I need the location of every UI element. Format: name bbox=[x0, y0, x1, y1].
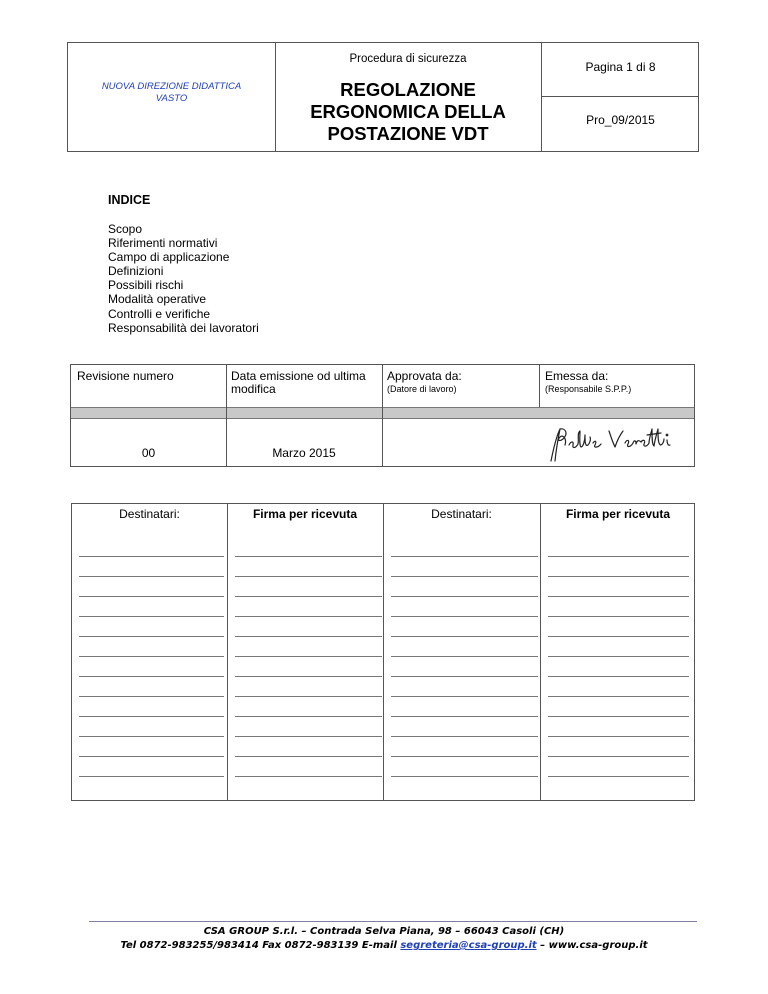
signature-line[interactable] bbox=[548, 716, 689, 717]
revision-date: Marzo 2015 bbox=[272, 446, 336, 460]
approved-by-subheader: (Datore di lavoro) bbox=[387, 384, 457, 394]
signature-line[interactable] bbox=[548, 756, 689, 757]
table-divider bbox=[539, 365, 540, 407]
signature-line[interactable] bbox=[391, 636, 538, 637]
footer-contact-text: – www.csa-group.it bbox=[536, 940, 648, 951]
index-item: Definizioni bbox=[108, 264, 164, 279]
signature-line[interactable] bbox=[235, 556, 382, 557]
signature-line[interactable] bbox=[235, 676, 382, 677]
revision-number-header: Revisione numero bbox=[77, 369, 174, 383]
signature-line[interactable] bbox=[235, 736, 382, 737]
signature-line[interactable] bbox=[391, 596, 538, 597]
handwritten-signature bbox=[543, 425, 683, 465]
footer-contacts bbox=[0, 940, 768, 951]
index-item: Modalità operative bbox=[108, 292, 207, 307]
signature-line[interactable] bbox=[391, 616, 538, 617]
signature-line[interactable] bbox=[79, 676, 224, 677]
recipients-header: Destinatari: bbox=[119, 507, 180, 521]
signature-line[interactable] bbox=[548, 656, 689, 657]
signature-line[interactable] bbox=[79, 696, 224, 697]
signature-line[interactable] bbox=[548, 636, 689, 637]
signature-line[interactable] bbox=[548, 676, 689, 677]
email-link[interactable]: segreteria@csa-group.it bbox=[400, 940, 537, 951]
signature-line[interactable] bbox=[391, 556, 538, 557]
signature-line[interactable] bbox=[235, 716, 382, 717]
signature-line[interactable] bbox=[79, 636, 224, 637]
signature-line[interactable] bbox=[79, 756, 224, 757]
table-divider bbox=[383, 504, 384, 800]
table-divider bbox=[540, 504, 541, 800]
signature-line[interactable] bbox=[391, 676, 538, 677]
signature-line[interactable] bbox=[391, 756, 538, 757]
signature-line[interactable] bbox=[79, 736, 224, 737]
organization-line: NUOVA DIREZIONE DIDATTICA bbox=[101, 81, 242, 92]
signature-line[interactable] bbox=[79, 616, 224, 617]
signature-line[interactable] bbox=[391, 696, 538, 697]
signature-line[interactable] bbox=[235, 596, 382, 597]
signature-line[interactable] bbox=[391, 656, 538, 657]
signature-line[interactable] bbox=[79, 556, 224, 557]
signature-line[interactable] bbox=[391, 716, 538, 717]
index-item: Riferimenti normativi bbox=[108, 236, 218, 251]
index-item: Controlli e verifiche bbox=[108, 306, 211, 321]
index-item: Responsabilità dei lavoratori bbox=[108, 320, 259, 335]
organization-line: VASTO bbox=[155, 93, 188, 104]
recipients-header: Destinatari: bbox=[431, 507, 492, 521]
index-item: Campo di applicazione bbox=[108, 250, 230, 265]
index-item: Scopo bbox=[108, 222, 143, 236]
issued-by-subheader: (Responsabile S.P.P.) bbox=[545, 384, 632, 394]
procedure-code: Pro_09/2015 bbox=[586, 113, 655, 127]
recipients-table bbox=[71, 503, 695, 801]
signature-line[interactable] bbox=[79, 596, 224, 597]
signature-line[interactable] bbox=[391, 736, 538, 737]
signature-line[interactable] bbox=[235, 576, 382, 577]
footer-contact-text: Tel 0872-983255/983414 Fax 0872-983139 E-mail bbox=[120, 940, 401, 951]
signature-line[interactable] bbox=[548, 556, 689, 557]
footer-rule bbox=[89, 921, 697, 922]
signature-line[interactable] bbox=[548, 696, 689, 697]
header-line: Data emissione od ultima bbox=[231, 369, 366, 383]
index-item: Possibili rischi bbox=[108, 278, 184, 293]
revision-number: 00 bbox=[141, 446, 156, 460]
index-list bbox=[108, 222, 259, 335]
page-number: Pagina 1 di 8 bbox=[585, 60, 656, 74]
signature-line[interactable] bbox=[548, 576, 689, 577]
signature-line[interactable] bbox=[235, 636, 382, 637]
table-divider bbox=[227, 504, 228, 800]
signature-line[interactable] bbox=[235, 656, 382, 657]
procedure-type: Procedura di sicurezza bbox=[349, 53, 467, 65]
revision-date-header bbox=[231, 370, 366, 396]
receipt-signature-header: Firma per ricevuta bbox=[565, 507, 671, 521]
document-header bbox=[67, 42, 699, 152]
signature-line[interactable] bbox=[79, 576, 224, 577]
header-divider bbox=[541, 96, 698, 97]
organization-name bbox=[68, 81, 275, 105]
revision-table bbox=[70, 364, 695, 467]
index-title: INDICE bbox=[108, 193, 151, 207]
signature-line[interactable] bbox=[79, 716, 224, 717]
header-line: modifica bbox=[231, 382, 276, 396]
signature-line[interactable] bbox=[235, 776, 382, 777]
signature-line[interactable] bbox=[235, 616, 382, 617]
signature-line[interactable] bbox=[235, 756, 382, 757]
signature-line[interactable] bbox=[79, 776, 224, 777]
issued-by-header: Emessa da: bbox=[545, 369, 609, 383]
procedure-title bbox=[275, 79, 541, 145]
signature-line[interactable] bbox=[548, 596, 689, 597]
title-line: ERGONOMICA DELLA bbox=[310, 101, 506, 122]
approved-by-header: Approvata da: bbox=[387, 369, 462, 383]
title-line: POSTAZIONE VDT bbox=[327, 123, 489, 144]
signature-line[interactable] bbox=[548, 736, 689, 737]
table-divider bbox=[382, 365, 383, 466]
signature-line[interactable] bbox=[391, 776, 538, 777]
signature-line[interactable] bbox=[79, 656, 224, 657]
signature-line[interactable] bbox=[548, 616, 689, 617]
title-line: REGOLAZIONE bbox=[340, 79, 476, 100]
receipt-signature-header: Firma per ricevuta bbox=[252, 507, 358, 521]
signature-line[interactable] bbox=[548, 776, 689, 777]
footer-company: CSA GROUP S.r.l. – Contrada Selva Piana, 98 – 66043 Casoli (CH) bbox=[203, 926, 565, 937]
signature-line[interactable] bbox=[391, 576, 538, 577]
signature-line[interactable] bbox=[235, 696, 382, 697]
